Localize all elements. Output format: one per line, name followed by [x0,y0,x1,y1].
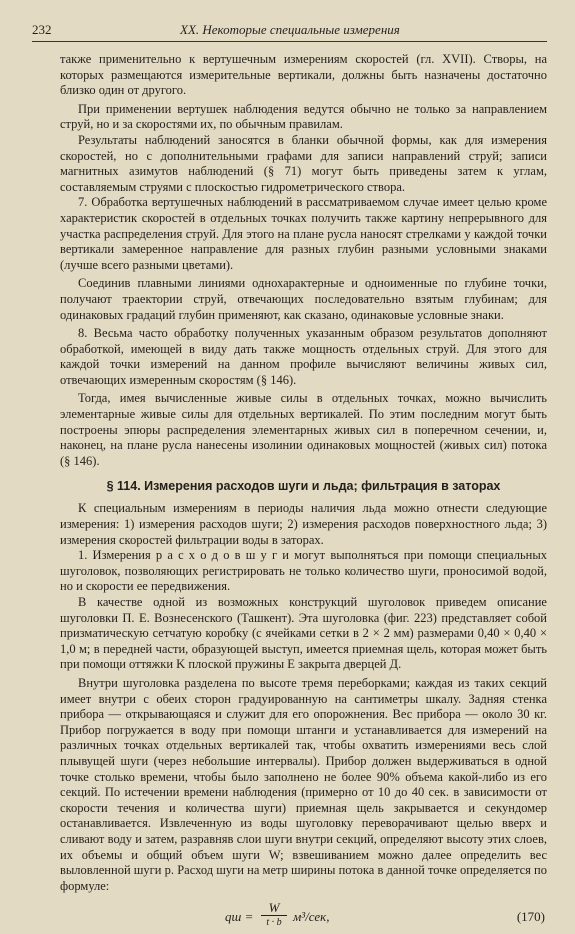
paragraph: Соединив плавными линиями однохарактерные и одноименные по глубине точки, получают траектории струй, отвечающих последовательно взятым глубинам; для одинаковых градаций глубин применяют, как сказано, одинаковые условные знаки. [60,276,547,322]
running-title: XX. Некоторые специальные измерения [180,22,400,37]
page-body [60,52,547,934]
page-number: 232 [32,22,52,37]
paragraph: 1. Измерения р а с х о д о в ш у г и могут выполняться при помощи специальных шуголовок, позволяющих регистрировать не только количество шуги, проносимой водой, но и скорости ее передвижения. [60,548,547,594]
formula-lhs: qш = [225,909,254,925]
paragraph: Внутри шуголовка разделена по высоте тремя переборками; каждая из таких секций имеет внутри с обеих сторон градуированную на сантиметры шкалу. Задняя стенка прибора — открывающаяся и служит для его опорожнения. Вес прибора — около 30 кг. Прибор погружается в воду при помощи штанги и устанавливается для измерений на различных точках отдельных вертикалей так, чтобы охватить измерениями весь слой плывущей шуги (через небольшие интервалы). Прибор должен выдерживаться в одной точке столько времени, чтобы было заполнено не более 90% объема какой-либо из его секций. По истечении времени наблюдения (примерно от 10 до 40 сек. в зависимости от скорости течения и количества шуги) приемная щель закрывается и секундомер останавливается. Извлеченную из воды шуголовку переворачивают щелью вверх и сливают воду и затем, разравняв слои шуги внутри секций, определяют высоту этих слоев, их объемы и общий объем шуги W; взвешиванием можно далее определить вес выловленной шуги p. Расход шуги на метр ширины потока в данной точке определяется по формуле: [60,675,547,893]
running-header [32,22,547,42]
paragraph: В качестве одной из возможных конструкций шуголовок приведем описание шуголовки П. Е. Вознесенского (Ташкент). Эта шуголовка (фиг. 223) представляет собой призматическую сетчатую коробку (с ячейками сетки в 2 × 2 мм) размерами 0,40 × 0,40 × 1,0 м; в передней части, образующей выступ, имеется приемная щель, которая может быть при помощи оттяжки K плоской пружины E закрыта дверцей Д. [60,595,547,672]
paragraph: При применении вертушек наблюдения ведутся обычно не только за направлением струй, но и за скоростями их, по обычным правилам. [60,101,547,132]
formula-numerator: W [261,900,287,916]
paragraph: К специальным измерениям в периоды наличия льда можно отнести следующие измерения: 1) измерения расходов шуги; 2) измерения расходов поверхностного льда; 3) измерения скоростей фильтрации воды в заторах. [60,501,547,547]
paragraph: также применительно к вертушечным измерениям скоростей (гл. XVII). Створы, на которых размещаются измерительные вертикали, должны быть назначены достаточно близко один от другого. [60,52,547,98]
section-heading: § 114. Измерения расходов шуги и льда; фильтрация в заторах [106,479,501,494]
paragraph: 7. Обработка вертушечных наблюдений в рассматриваемом случае имеет целью кроме характеристик скоростей в отдельных точках получить также картину непрерывного для участка распределения струй. Для этого на плане русла наносят стрелками у каждой точки вертикали замеренное направление для разных глубин разными условными знаками (лучше всего разными цветами). [60,195,547,272]
formula-unit: м³/сек, [293,909,330,925]
paragraph: Результаты наблюдений заносятся в бланки обычной формы, как для измерения скоростей, но с дополнительными графами для записи направлений струй; записи магнитных азимутов наблюдений (§ 71) могут быть приведены затем к углам, составляемым струями с плоскостью гидрометрического створа. [60,132,547,194]
formula-170 [60,900,547,934]
equation-number: (170) [516,909,545,925]
formula-fraction [261,900,287,929]
paragraph: 8. Весьма часто обработку полученных указанным образом результатов дополняют обработкой, имеющей в виду дать также мощность отдельных струй. Для этого для каждой точки измерений на данном профиле вычисляют величины живых сил, отвечающих измеренным скоростям (§ 146). [60,326,547,387]
formula-denominator: t · b [266,917,282,929]
paragraph: Тогда, имея вычисленные живые силы в отдельных точках, можно вычислить элементарные живые силы для отдельных вертикалей. По этим последним могут быть построены эпюры распределения элементарных живых сил в поперечном сечении, и, наконец, на плане русла нанесены изолинии одинаковых мощностей (живых сил) потока (§ 146). [60,391,547,468]
